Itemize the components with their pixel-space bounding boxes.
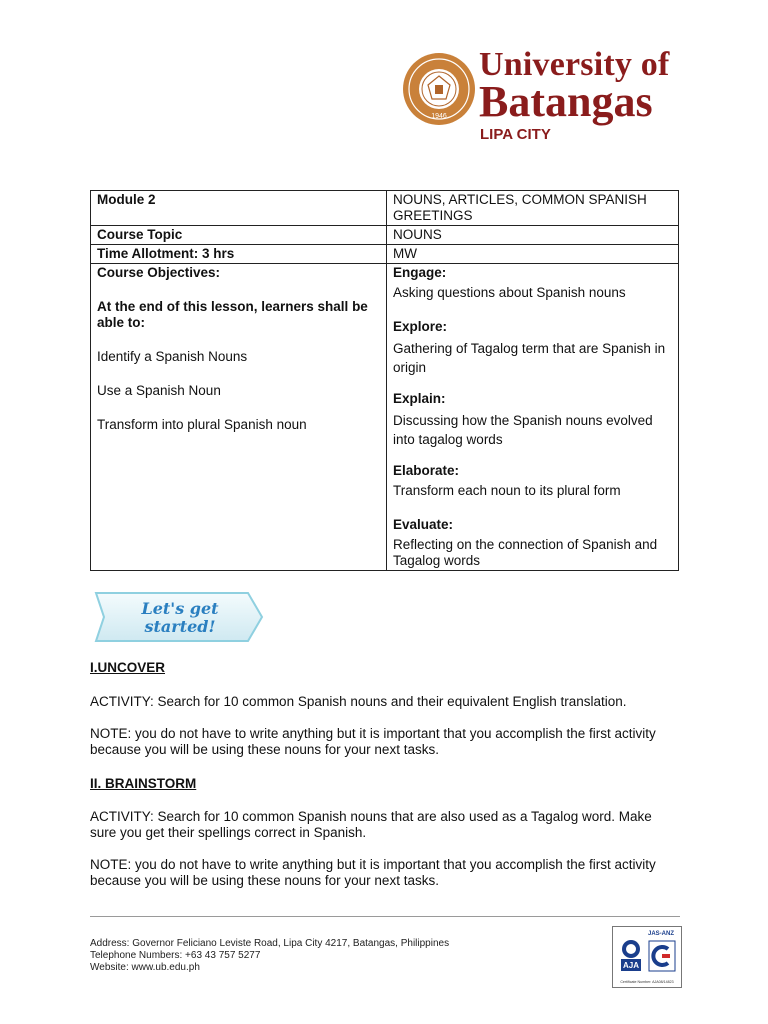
phase-explain-title: Explain: [393, 391, 446, 406]
banner-line2: started! [144, 617, 216, 636]
cert-top-label: JAS-ANZ [647, 931, 675, 937]
course-topic-label: Course Topic [91, 226, 387, 245]
objective-item: Transform into plural Spanish noun [97, 417, 307, 432]
time-allotment-value: MW [387, 245, 679, 264]
section-uncover-note: NOTE: you do not have to write anything but it is important that you accomplish the first activity because you will be using these nouns for your next tasks. [90, 726, 656, 757]
objective-item: Identify a Spanish Nouns [97, 349, 248, 364]
table-row [91, 226, 679, 245]
phase-engage-text: Asking questions about Spanish nouns [393, 285, 626, 300]
university-name-line1: University of [479, 46, 670, 83]
section-brainstorm-note: NOTE: you do not have to write anything but it is important that you accomplish the first activity because you will be using these nouns for your next tasks. [90, 857, 656, 888]
cert-number: Certificate Number: AJA08/14823 [620, 980, 674, 984]
course-objectives-cell [91, 264, 387, 571]
section-uncover-heading: I.UNCOVER [90, 660, 166, 675]
section-uncover-activity: ACTIVITY: Search for 10 common Spanish nouns and their equivalent English translation. [90, 694, 627, 709]
footer-website[interactable]: Website: www.ub.edu.ph [90, 962, 200, 973]
phase-engage-title: Engage: [393, 265, 447, 280]
certification-badge-icon [612, 926, 682, 988]
banner-line1: Let's get [141, 599, 219, 618]
university-logo [402, 46, 692, 146]
university-name-line2: Batangas [479, 77, 653, 126]
time-allotment-label: Time Allotment: 3 hrs [91, 245, 387, 264]
footer-contact [90, 938, 449, 974]
section-brainstorm-heading: II. BRAINSTORM [90, 776, 197, 791]
objectives-intro: At the end of this lesson, learners shall be able to: [97, 299, 368, 330]
phase-elaborate-text: Transform each noun to its plural form [393, 483, 621, 498]
phase-explore-text: Gathering of Tagalog term that are Spanish in origin [393, 341, 666, 375]
footer-address: Address: Governor Feliciano Leviste Road, Lipa City 4217, Batangas, Philippines [90, 938, 450, 949]
module-value: NOUNS, ARTICLES, COMMON SPANISH GREETINGS [387, 191, 679, 226]
section-brainstorm-activity: ACTIVITY: Search for 10 common Spanish nouns that are also used as a Tagalog word. Make sure you get their spellings correct in Spanish. [90, 809, 652, 840]
phase-evaluate-title: Evaluate: [393, 517, 454, 532]
objectives-title: Course Objectives: [97, 265, 221, 280]
lesson-phases-cell [387, 264, 679, 571]
footer-telephone: Telephone Numbers: +63 43 757 5277 [90, 950, 261, 961]
course-topic-value: NOUNS [387, 226, 679, 245]
seal-year: 1946 [431, 113, 447, 120]
lets-get-started-banner [92, 590, 264, 644]
cert-mark: AJA [622, 961, 640, 970]
university-city: LIPA CITY [480, 126, 551, 143]
table-row [91, 264, 679, 571]
footer-divider [90, 916, 680, 917]
objective-item: Use a Spanish Noun [97, 383, 221, 398]
module-label: Module 2 [91, 191, 387, 226]
university-seal-icon [402, 52, 476, 126]
phase-explain-text: Discussing how the Spanish nouns evolved into tagalog words [393, 413, 653, 447]
phase-evaluate-text: Reflecting on the connection of Spanish and Tagalog words [393, 537, 658, 568]
table-row [91, 245, 679, 264]
module-table [90, 190, 679, 571]
phase-explore-title: Explore: [393, 319, 448, 334]
table-row [91, 191, 679, 226]
phase-elaborate-title: Elaborate: [393, 463, 460, 478]
